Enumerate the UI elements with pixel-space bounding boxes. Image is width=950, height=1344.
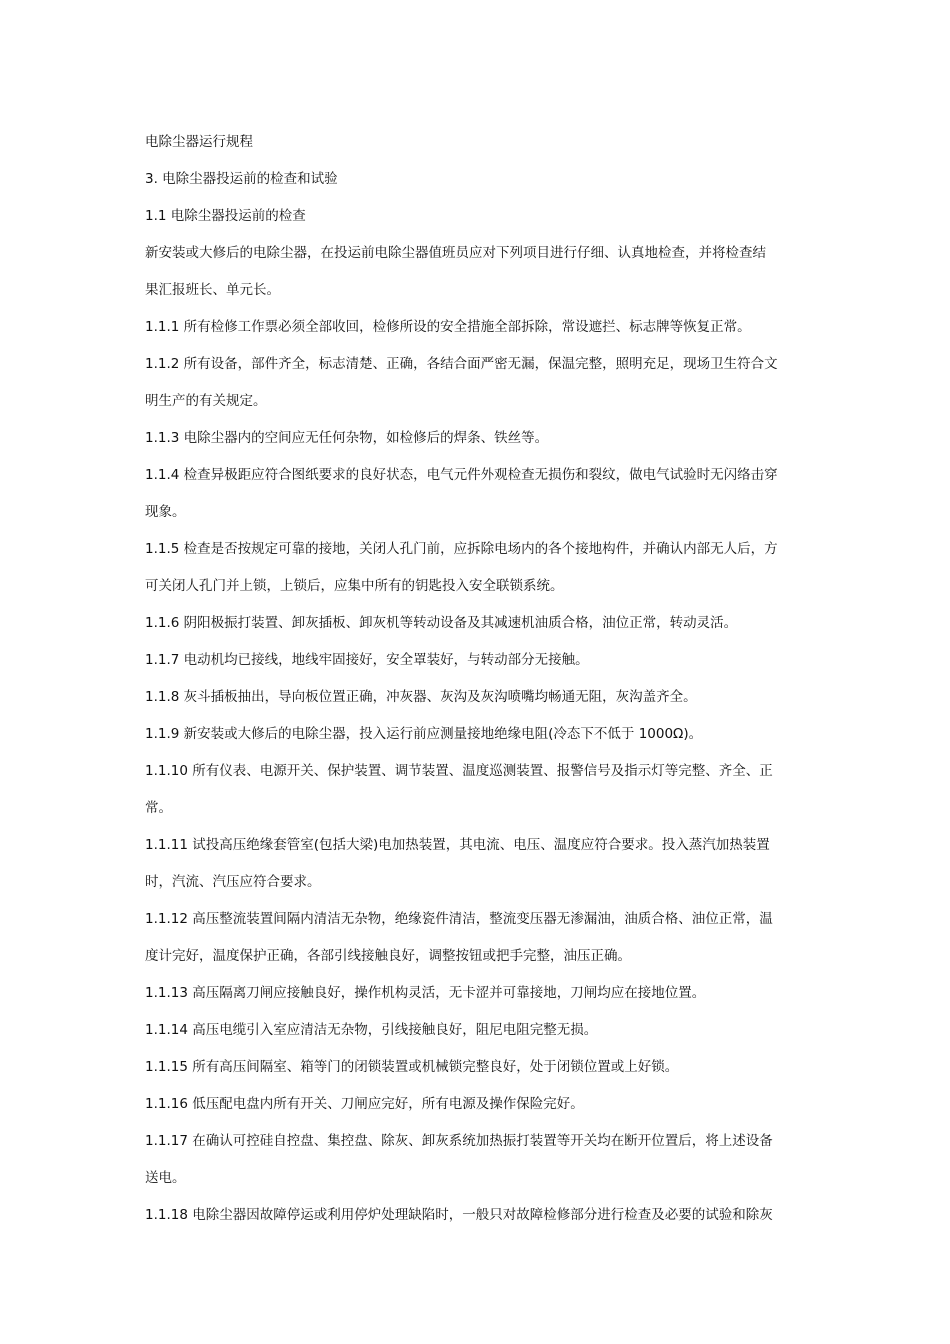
section-heading: 3. 电除尘器投运前的检查和试验 [145, 171, 338, 187]
text-line: 1.1.18 电除尘器因故障停运或利用停炉处理缺陷时，一般只对故障检修部分进行检查及必要的试验和除灰 [145, 1207, 773, 1223]
text-line: 新安装或大修后的电除尘器，在投运前电除尘器值班员应对下列项目进行仔细、认真地检查，并将检查结 [145, 245, 766, 261]
text-line: 可关闭人孔门并上锁，上锁后，应集中所有的钥匙投入安全联锁系统。 [145, 578, 564, 594]
text-line: 1.1.12 高压整流装置间隔内清洁无杂物，绝缘瓷件清洁，整流变压器无渗漏油，油质合格、油位正常，温 [145, 911, 773, 927]
text-line: 1.1.8 灰斗插板抽出，导向板位置正确，冲灰器、灰沟及灰沟喷嘴均畅通无阻，灰沟盖齐全。 [145, 689, 697, 705]
text-line: 1.1.11 试投高压绝缘套管室(包括大梁)电加热装置，其电流、电压、温度应符合要求。投入蒸汽加热装置 [145, 837, 770, 853]
text-line: 1.1.4 检查异极距应符合图纸要求的良好状态，电气元件外观检查无损伤和裂纹，做电气试验时无闪络击穿 [145, 467, 778, 483]
text-line: 1.1.14 高压电缆引入室应清洁无杂物，引线接触良好，阻尼电阻完整无损。 [145, 1022, 598, 1038]
document-body [145, 124, 810, 1234]
text-line: 1.1.17 在确认可控硅自控盘、集控盘、除灰、卸灰系统加热振打装置等开关均在断开位置后，将上述设备 [145, 1133, 773, 1149]
text-line: 现象。 [145, 504, 186, 520]
text-line: 常。 [145, 800, 172, 816]
text-line: 1.1.7 电动机均已接线，地线牢固接好，安全罩装好，与转动部分无接触。 [145, 652, 589, 668]
text-line: 果汇报班长、单元长。 [145, 282, 280, 298]
text-line: 1.1.2 所有设备，部件齐全，标志清楚、正确，各结合面严密无漏，保温完整，照明充足，现场卫生符合文 [145, 356, 778, 372]
text-line: 1.1.9 新安装或大修后的电除尘器，投入运行前应测量接地绝缘电阻(冷态下不低于 1000Ω)。 [145, 726, 703, 742]
text-line: 1.1.10 所有仪表、电源开关、保护装置、调节装置、温度巡测装置、报警信号及指示灯等完整、齐全、正 [145, 763, 773, 779]
text-line: 1.1.6 阴阳极振打装置、卸灰插板、卸灰机等转动设备及其减速机油质合格，油位正常，转动灵活。 [145, 615, 738, 631]
text-line: 1.1.13 高压隔离刀闸应接触良好，操作机构灵活，无卡涩并可靠接地，刀闸均应在接地位置。 [145, 985, 706, 1001]
text-line: 1.1.5 检查是否按规定可靠的接地，关闭人孔门前，应拆除电场内的各个接地构件，并确认内部无人后，方 [145, 541, 778, 557]
text-line: 1.1.15 所有高压间隔室、箱等门的闭锁装置或机械锁完整良好，处于闭锁位置或上好锁。 [145, 1059, 679, 1075]
text-line: 送电。 [145, 1170, 186, 1186]
document-title: 电除尘器运行规程 [145, 134, 253, 150]
text-line: 1.1.1 所有检修工作票必须全部收回，检修所设的安全措施全部拆除，常设遮拦、标志牌等恢复正常。 [145, 319, 751, 335]
text-line: 明生产的有关规定。 [145, 393, 267, 409]
text-line: 1.1.16 低压配电盘内所有开关、刀闸应完好，所有电源及操作保险完好。 [145, 1096, 584, 1112]
subsection-heading: 1.1 电除尘器投运前的检查 [145, 208, 306, 224]
text-line: 时，汽流、汽压应符合要求。 [145, 874, 321, 890]
text-line: 1.1.3 电除尘器内的空间应无任何杂物，如检修后的焊条、铁丝等。 [145, 430, 549, 446]
text-line: 度计完好，温度保护正确，各部引线接触良好，调整按钮或把手完整，油压正确。 [145, 948, 631, 964]
